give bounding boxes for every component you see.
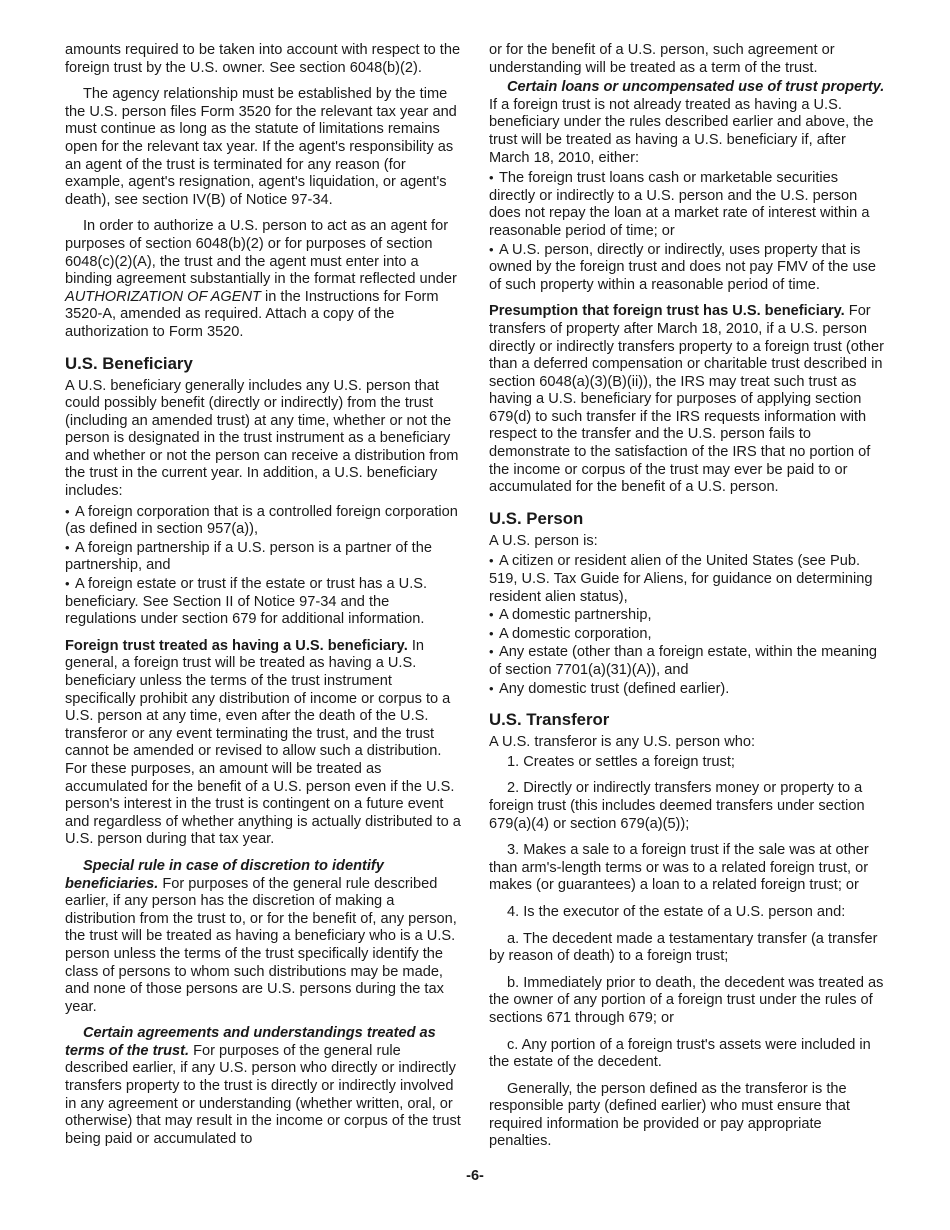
- text-run: in the Instructions for Form 3520-A, amended as required. Attach a copy of the authorization to Form 3520.: [65, 288, 439, 340]
- list-item: • A foreign estate or trust if the estate or trust has a U.S. beneficiary. See Section II of Notice 97-34 and the regulations under section 679 for additional information.: [65, 575, 463, 629]
- paragraph: Generally, the person defined as the transferor is the responsible party (defined earlier) who must ensure that required information be provided or pay appropriate penalties.: [489, 1080, 850, 1150]
- list-item: • The foreign trust loans cash or marketable securities directly or indirectly to a U.S. person and the U.S. person does not repay the loan at a market rate of interest within a reasonable period of time; or: [489, 169, 887, 240]
- list-item: • Any estate (other than a foreign estate, within the meaning of section 7701(a)(31)(A)), and: [489, 643, 887, 679]
- list-item: • A domestic partnership,: [489, 606, 887, 625]
- run-in-heading: Certain agreements and understandings treated as terms of the trust.: [65, 1025, 436, 1059]
- section-heading: U.S. Person: [489, 508, 584, 528]
- list-item: • A foreign partnership if a U.S. person is a partner of the partnership, and: [65, 539, 463, 575]
- paragraph: [65, 638, 463, 849]
- paragraph: [489, 303, 887, 497]
- run-in-heading: Presumption that foreign trust has U.S. beneficiary.: [489, 303, 845, 320]
- list-item: • A domestic corporation,: [489, 625, 887, 644]
- run-in-heading: Foreign trust treated as having a U.S. beneficiary.: [65, 637, 408, 654]
- paragraph: A U.S. transferor is any U.S. person who:: [489, 734, 756, 751]
- numbered-item: 4. Is the executor of the estate of a U.S. person and:: [507, 903, 846, 920]
- paragraph: [65, 858, 463, 1016]
- right-column: [489, 42, 887, 1160]
- text-run: In order to authorize a U.S. person to act as an agent for purposes of section 6048(b)(2) or for purposes of section 6048(c)(2)(A), the trust and the agent must enter into a binding agreement substantially in the format reflected under: [65, 218, 457, 288]
- list-item: • A citizen or resident alien of the United States (see Pub. 519, U.S. Tax Guide for Aliens, for guidance on determining resident alien status),: [489, 552, 887, 606]
- numbered-item: 2. Directly or indirectly transfers money or property to a foreign trust (this includes deemed transfers under section 679(a)(4) or section 679(a)(5));: [489, 780, 865, 832]
- numbered-item: 3. Makes a sale to a foreign trust if the sale was at other than arm's-length terms or was to a related foreign trust, or makes (or guarantees) a loan to a related foreign trust; or: [489, 842, 869, 894]
- lettered-item: b. Immediately prior to death, the decedent was treated as the owner of any portion of a foreign trust under the rules of sections 671 through 679; or: [489, 974, 884, 1026]
- lettered-item: a. The decedent made a testamentary transfer (a transfer by reason of death) to a foreign trust;: [489, 930, 878, 965]
- text-run: For purposes of the general rule described earlier, if any person has the discretion of making a distribution from the trust to, or for the benefit of, any person, the trust will be treated as having a beneficiary who is a U.S. person unless the terms of the trust specifically identify the class of persons to whom such distributions may be made, and none of those persons are U.S. persons during the tax year.: [65, 875, 457, 1015]
- paragraph: [65, 1025, 463, 1148]
- list-item: • A U.S. person, directly or indirectly, uses property that is owned by the foreign trust and does not pay FMV of the use of such property within a reasonable period of time.: [489, 241, 887, 295]
- italic-run: AUTHORIZATION OF AGENT: [65, 288, 261, 305]
- section-heading: U.S. Beneficiary: [65, 353, 193, 373]
- paragraph: amounts required to be taken into account with respect to the foreign trust by the U.S. owner. See section 6048(b)(2).: [65, 42, 461, 76]
- bullet-list: [489, 169, 887, 294]
- bullet-list: [65, 503, 463, 629]
- paragraph: [65, 218, 463, 341]
- text-run: In general, a foreign trust will be treated as having a U.S. beneficiary unless the terms of the trust instrument specifically prohibit any distribution of income or corpus to a U.S. person at any time, even after the death of the U.S. transferor or any event terminating the trust, and the trust cannot be amended or revised to allow such a distribution. For these purposes, an amount will be treated as accumulated for the benefit of a U.S. person even if the U.S. person's interest in the trust is contingent on a future event and regardless of whether anything is actually distributed to a U.S. person during that tax year.: [65, 637, 461, 848]
- text-run: For transfers of property after March 18, 2010, if a U.S. person directly or indirectly transfers property to a foreign trust (other than a deferred compensation or charitable trust described in section 6048(a)(3)(B)(ii)), the IRS may treat such trust as having a U.S. beneficiary for purposes of applying section 679(d) to such transfer if the IRS requests information with respect to the transfer and the U.S. person fails to demonstrate to the satisfaction of the IRS that no portion of the income or corpus of the trust may ever be paid to or accumulated for the benefit of a U.S. person.: [489, 303, 885, 496]
- paragraph: [489, 79, 887, 167]
- paragraph: The agency relationship must be established by the time the U.S. person files Form 3520 for the relevant tax year and must continue as long as the statute of limitations remains open for the relevant tax year. If the agent's responsibility as an agent of the trust is terminated for any reason (for example, agent's resignation, agent's liquidation, or agent's death), see section IV(B) of Notice 97-34.: [65, 86, 457, 208]
- paragraph: or for the benefit of a U.S. person, such agreement or understanding will be treated as a term of the trust.: [489, 42, 835, 76]
- text-run: For purposes of the general rule described earlier, if any U.S. person who directly or indirectly transfers property to the trust is directly or indirectly involved in any agreement or understanding (whether written, oral, or otherwise) that may result in the income or corpus of the trust being paid or accumulated to: [65, 1042, 461, 1147]
- numbered-item: 1. Creates or settles a foreign trust;: [507, 753, 735, 770]
- page-number: -6-: [466, 1168, 484, 1184]
- lettered-item: c. Any portion of a foreign trust's assets were included in the estate of the decedent.: [489, 1036, 871, 1071]
- run-in-heading: Special rule in case of discretion to identify beneficiaries.: [65, 857, 384, 892]
- list-item: • A foreign corporation that is a controlled foreign corporation (as defined in section 957(a)),: [65, 503, 463, 539]
- text-run: If a foreign trust is not already treated as having a U.S. beneficiary under the rules described earlier and above, the trust will be treated as having a U.S. beneficiary if, after March 18, 2010, either:: [489, 96, 874, 166]
- run-in-heading: Certain loans or uncompensated use of trust property.: [507, 79, 885, 96]
- paragraph: A U.S. beneficiary generally includes any U.S. person that could possibly benefit (directly or indirectly) from the trust (including an amended trust) at any time, whether or not the person is designated in the trust instrument as a beneficiary and whether or not the person can receive a distribution from the trust in the current year. In addition, a U.S. beneficiary includes:: [65, 377, 459, 500]
- list-item: • Any domestic trust (defined earlier).: [489, 680, 887, 699]
- bullet-list: [489, 552, 887, 698]
- section-heading: U.S. Transferor: [489, 710, 610, 730]
- left-column: [65, 42, 463, 1157]
- paragraph: A U.S. person is:: [489, 532, 598, 549]
